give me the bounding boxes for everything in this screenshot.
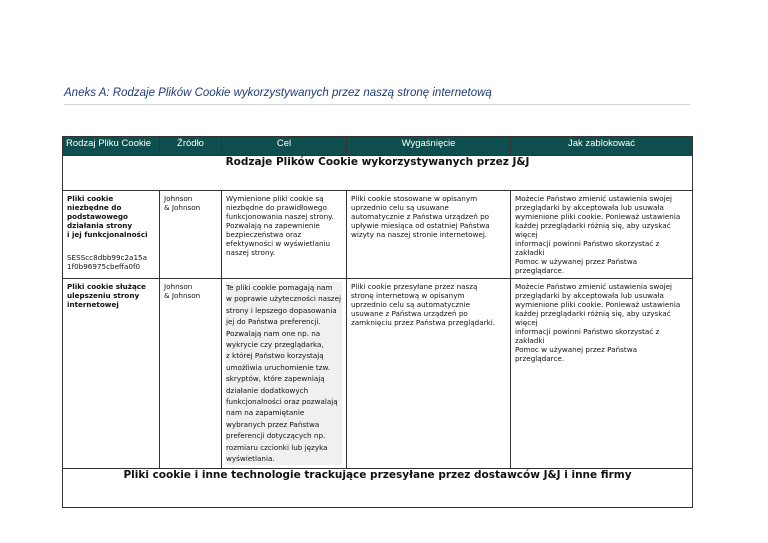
header-cookie-type: Rodzaj Pliku Cookie — [63, 137, 160, 156]
source-cell: Johnson & Johnson — [160, 191, 222, 279]
section-row — [63, 468, 693, 507]
header-expiry: Wygaśnięcie — [347, 137, 511, 156]
header-purpose: Cel — [222, 137, 347, 156]
table-row — [63, 191, 693, 279]
how-to-block-cell: Możecie Państwo zmienić ustawienia swojej przeglądarki by akceptowała lub usuwała wymienione pliki cookie. Ponieważ ustawienia każdej przeglądarki różnią się, aby uzyskać więcej informacji powinni Państwo skorzystać z zakładki Pomoc w używanej przez Państwa przeglądarce. — [511, 279, 693, 469]
header-source: Źródło — [160, 137, 222, 156]
cookie-type-cell — [63, 191, 160, 279]
cookie-type-cell — [63, 279, 160, 469]
cookie-id: SESScc8dbb99c2a15a 1f0b96975cbeffa0f0 — [67, 253, 148, 271]
purpose-cell — [222, 279, 347, 469]
table-row — [63, 279, 693, 469]
purpose-cell: Wymienione pliki cookie są niezbędne do prawidłowego funkcjonowania naszej strony. Pozwalają na zapewnienie bezpieczeństwa oraz efektywności w wyświetlaniu naszej strony. — [222, 191, 347, 279]
source-cell: Johnson & Johnson — [160, 279, 222, 469]
section-title-third-party: Pliki cookie i inne technologie trackujące przesyłane przez dostawców J&J i inne firmy — [63, 468, 693, 507]
table-header-row — [63, 137, 693, 156]
cookie-table — [62, 136, 693, 508]
cookie-type-name: Pliki cookie niezbędne do podstawowego działania strony i jej funkcjonalności — [67, 194, 148, 239]
expiry-cell: Pliki cookie stosowane w opisanym uprzednio celu są usuwane automatycznie z Państwa urządzeń po upływie miesiąca od ostatniej Państwa wizyty na naszej stronie internetowej. — [347, 191, 511, 279]
expiry-cell: Pliki cookie przesyłane przez naszą stronę internetową w opisanym uprzednio celu są automatycznie usuwane z Państwa urządzeń po zamknięciu przez Państwa przeglądarki. — [347, 279, 511, 469]
cookie-type-name: Pliki cookie służące ulepszeniu strony internetowej — [67, 282, 146, 309]
heading-divider — [64, 104, 690, 105]
annex-heading: Aneks A: Rodzaje Plików Cookie wykorzystywanych przez naszą stronę internetową — [64, 87, 492, 99]
section-title-jj: Rodzaje Plików Cookie wykorzystywanych przez J&J — [63, 156, 693, 191]
section-row — [63, 156, 693, 191]
header-how-to-block: Jak zablokować — [511, 137, 693, 156]
how-to-block-cell: Możecie Państwo zmienić ustawienia swojej przeglądarki by akceptowała lub usuwała wymienione pliki cookie. Ponieważ ustawienia każdej przeglądarki różnią się, aby uzyskać więcej informacji powinni Państwo skorzystać z zakładki Pomoc w używanej przez Państwa przeglądarce. — [511, 191, 693, 279]
purpose-text: Te pliki cookie pomagają nam w poprawie użyteczności naszej strony i lepszego dopasowania jej do Państwa preferencji. Pozwalają nam one np. na wykrycie czy przeglądarka, z której Państwo korzystają umożliwia uruchomienie tzw. skryptów, które zapewniają działanie dodatkowych funkcjonalności oraz pozwalają nam na zapamiętanie wybranych przez Państwa preferencji dotyczących np. rozmiaru czcionki lub języka wyświetlania. — [226, 283, 341, 464]
